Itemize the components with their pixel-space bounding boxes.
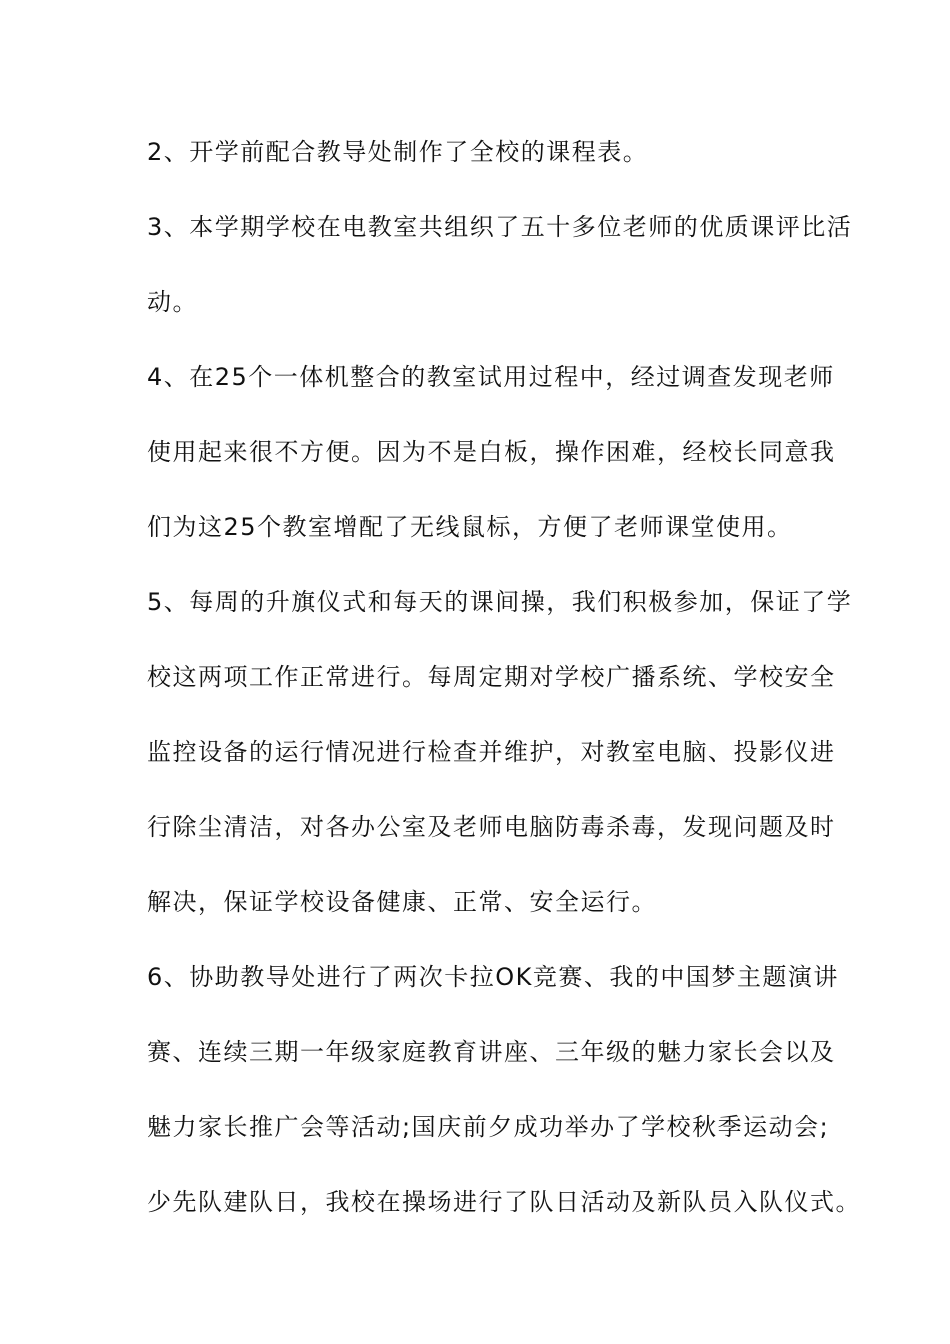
paragraph-3-line-2: 动。	[147, 288, 198, 316]
paragraph-2-line-1: 2、开学前配合教导处制作了全校的课程表。	[147, 138, 649, 166]
paragraph-6-line-4: 少先队建队日，我校在操场进行了队日活动及新队员入队仪式。	[147, 1188, 861, 1216]
document-body	[147, 132, 861, 1257]
paragraph-4-line-2: 使用起来很不方便。因为不是白板，操作困难，经校长同意我	[147, 438, 836, 466]
paragraph-5-line-5: 解决，保证学校设备健康、正常、安全运行。	[147, 888, 657, 916]
paragraph-5-line-2: 校这两项工作正常进行。每周定期对学校广播系统、学校安全	[147, 663, 836, 691]
paragraph-5-line-3: 监控设备的运行情况进行检查并维护，对教室电脑、投影仪进	[147, 738, 836, 766]
paragraph-5-line-1: 5、每周的升旗仪式和每天的课间操，我们积极参加，保证了学	[147, 588, 853, 616]
paragraph-6-line-1: 6、协助教导处进行了两次卡拉OK竞赛、我的中国梦主题演讲	[147, 963, 839, 991]
paragraph-4-line-3: 们为这25个教室增配了无线鼠标，方便了老师课堂使用。	[147, 513, 793, 541]
paragraph-5-line-4: 行除尘清洁，对各办公室及老师电脑防毒杀毒，发现问题及时	[147, 813, 836, 841]
paragraph-6-line-3: 魅力家长推广会等活动;国庆前夕成功举办了学校秋季运动会;	[147, 1113, 830, 1141]
paragraph-4-line-1: 4、在25个一体机整合的教室试用过程中，经过调查发现老师	[147, 363, 835, 391]
paragraph-3-line-1: 3、本学期学校在电教室共组织了五十多位老师的优质课评比活	[147, 213, 853, 241]
paragraph-6-line-2: 赛、连续三期一年级家庭教育讲座、三年级的魅力家长会以及	[147, 1038, 836, 1066]
